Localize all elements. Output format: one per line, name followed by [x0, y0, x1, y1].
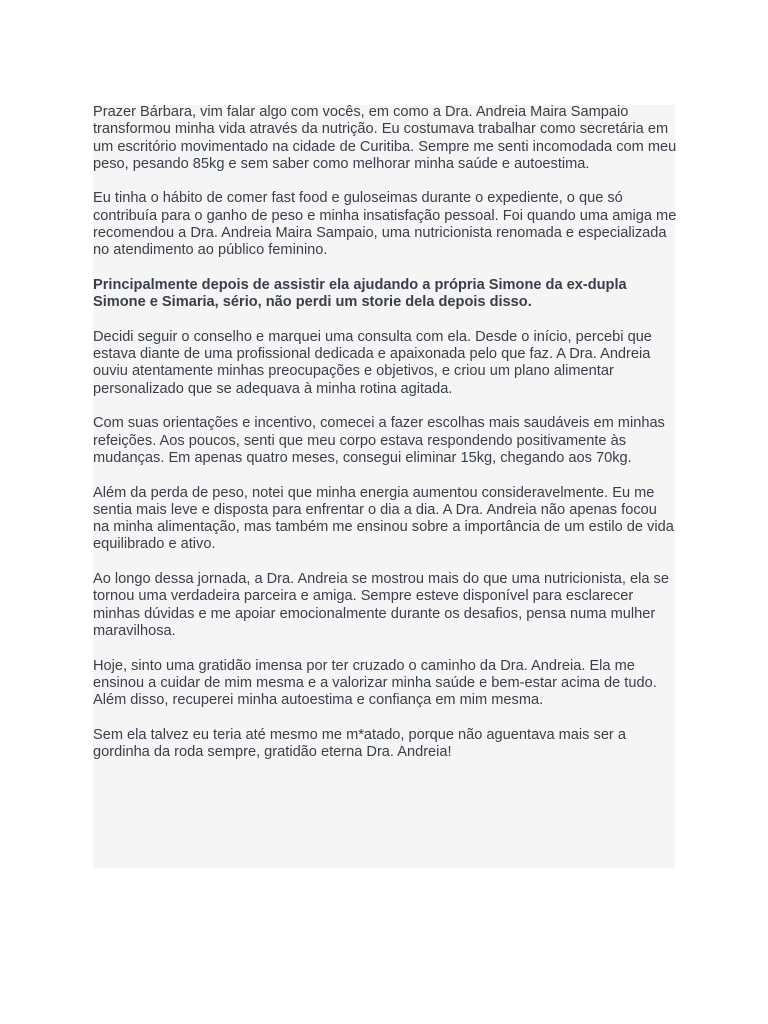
paragraph-progress: Com suas orientações e incentivo, comecei a fazer escolhas mais saudáveis em minhas refeições. Aos poucos, senti que meu corpo estava respondendo positivamente às mudanças. Em apenas quatro meses, consegui eliminar 15kg, chegando aos 70kg. — [93, 415, 665, 466]
paragraph-consultation: Decidi seguir o conselho e marquei uma consulta com ela. Desde o início, percebi que estava diante de uma profissional dedicada e apaixonada pelo que faz. A Dra. Andreia ouviu atentamente minhas preocupações e objetivos, e criou um plano alimentar personalizado que se adequava à minha rotina agitada. — [93, 328, 652, 397]
paragraph-intro: Prazer Bárbara, vim falar algo com vocês, em como a Dra. Andreia Maira Sampaio transformou minha vida através da nutrição. Eu costumava trabalhar como secretária em um escritório movimentado na cidade de Curitiba. Sempre me senti incomodada com meu peso, pesando 85kg e sem saber como melhorar minha saúde e autoestima. — [93, 104, 677, 172]
paragraph-partnership: Ao longo dessa jornada, a Dra. Andreia se mostrou mais do que uma nutricionista, ela se tornou uma verdadeira parceira e amiga. Sempre esteve disponível para esclarecer minhas dúvidas e me apoiar emocionalmente durante os desafios, pensa numa mulher maravilhosa. — [93, 571, 669, 639]
paragraph-habits: Eu tinha o hábito de comer fast food e guloseimas durante o expediente, o que só contribuía para o ganho de peso e minha insatisfação pessoal. Foi quando uma amiga me recomendou a Dra. Andreia Maira Sampaio, uma nutricionista renomada e especializada no atendimento ao público feminino. — [93, 190, 677, 259]
paragraph-highlight: Principalmente depois de assistir ela ajudando a própria Simone da ex-dupla Simone e Simaria, sério, não perdi um storie dela depois disso. — [93, 276, 627, 311]
testimonial-text — [93, 104, 677, 779]
paragraph-closing: Sem ela talvez eu teria até mesmo me m*atado, porque não aguentava mais ser a gordinha da roda sempre, gratidão eterna Dra. Andreia! — [93, 726, 626, 760]
paragraph-gratitude: Hoje, sinto uma gratidão imensa por ter cruzado o caminho da Dra. Andreia. Ela me ensinou a cuidar de mim mesma e a valorizar minha saúde e bem-estar acima de tudo. Além disso, recuperei minha autoestima e confiança em mim mesma. — [93, 657, 657, 709]
paragraph-energy: Além da perda de peso, notei que minha energia aumentou consideravelmente. Eu me sentia mais leve e disposta para enfrentar o dia a dia. A Dra. Andreia não apenas focou na minha alimentação, mas também me ensinou sobre a importância de um estilo de vida equilibrado e ativo. — [93, 484, 674, 553]
